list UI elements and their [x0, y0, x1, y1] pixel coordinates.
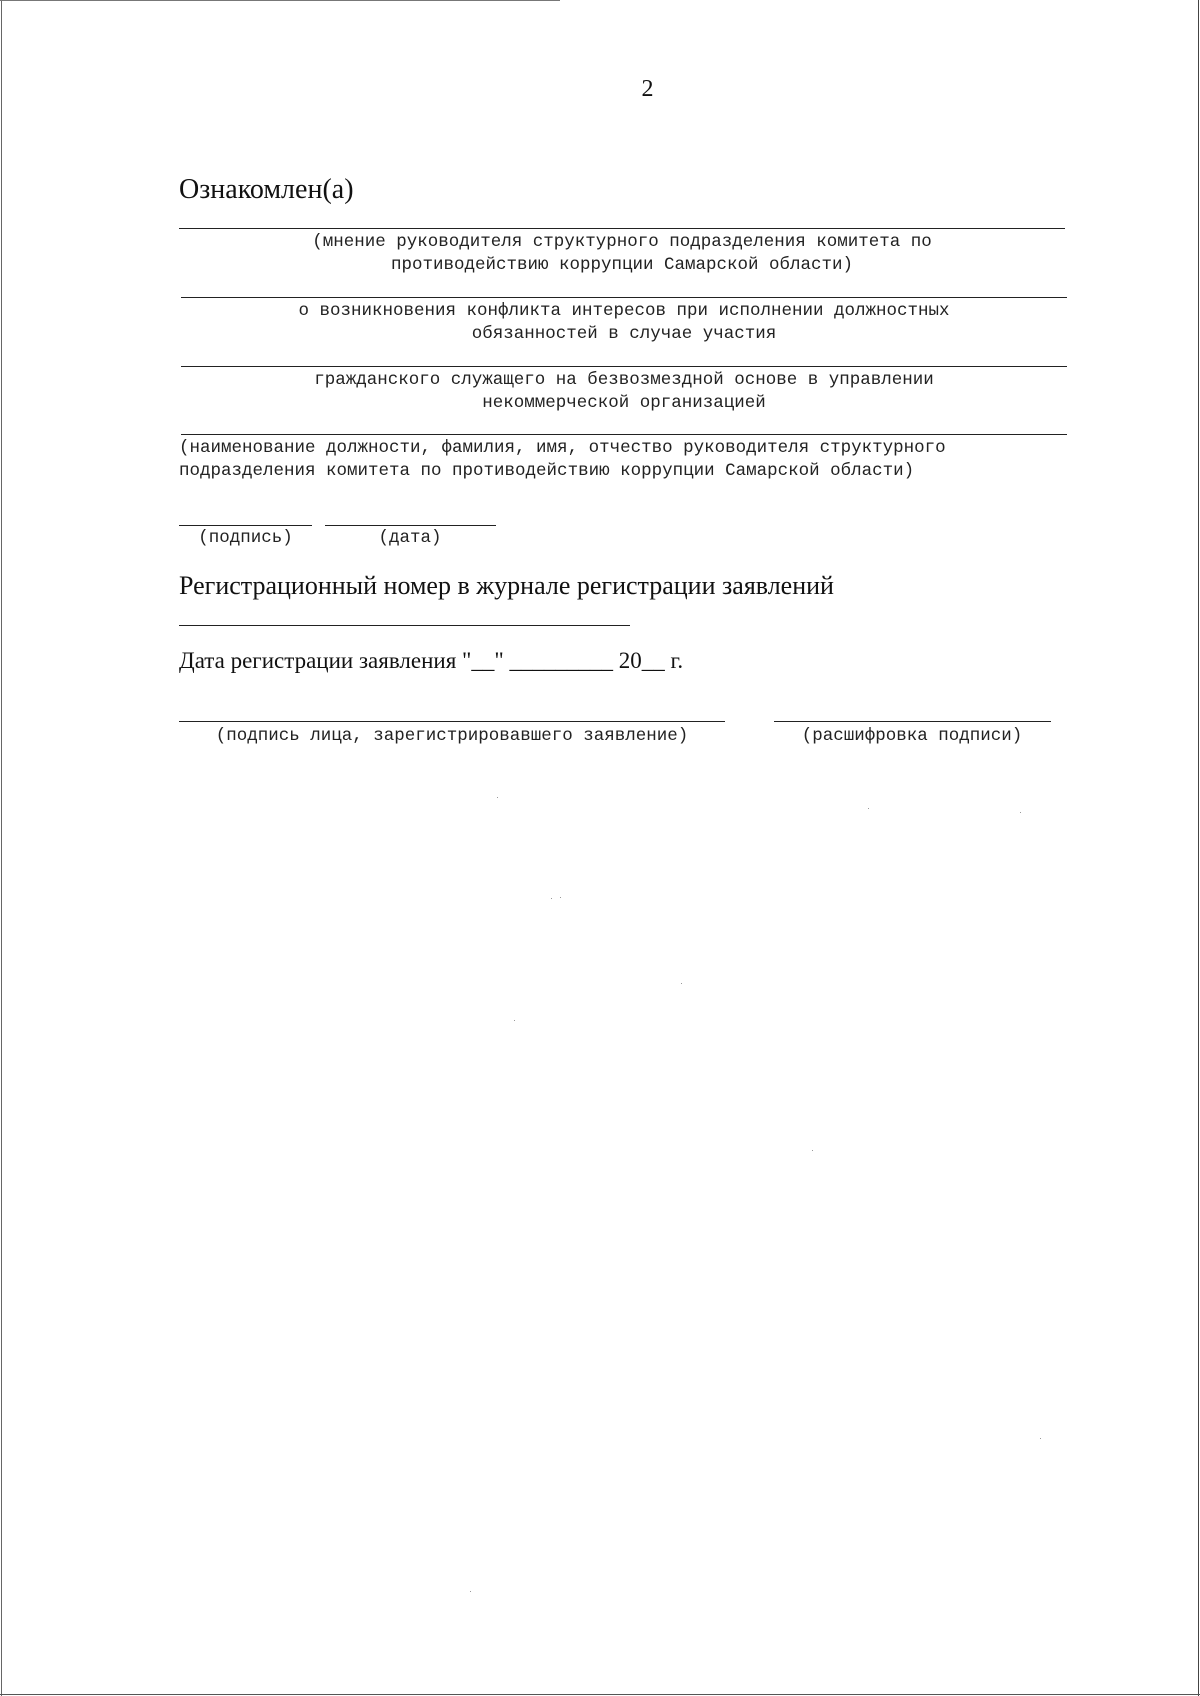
signatory-caption-line-2: подразделения комитета по противодействию коррупции Самарской области): [179, 461, 915, 481]
opinion-field-line: [179, 228, 1065, 229]
scan-speck: [1020, 812, 1021, 813]
date-label: (дата): [378, 528, 442, 548]
registrar-signature-label: (подпись лица, зарегистрировавшего заявление): [215, 726, 689, 746]
scan-speck: [868, 808, 869, 809]
scan-speck: [470, 1591, 471, 1592]
opinion-caption-line-1: (мнение руководителя структурного подразделения комитета по: [312, 232, 932, 252]
signature-decoding-label: (расшифровка подписи): [801, 726, 1023, 746]
participation-caption-line-2: некоммерческой организацией: [482, 393, 766, 413]
scan-speck: [551, 898, 552, 899]
date-field-line: [325, 525, 496, 526]
registration-number-heading: Регистрационный номер в журнале регистрации заявлений: [179, 571, 834, 600]
registrar-signature-field-line: [179, 721, 725, 722]
acquainted-label: Ознакомлен(а): [179, 174, 354, 205]
signatory-field-line: [181, 434, 1067, 435]
scan-speck: [681, 983, 682, 984]
opinion-caption-line-2: противодействию коррупции Самарской области): [390, 255, 854, 275]
scan-speck: [514, 1020, 515, 1021]
conflict-caption-line-1: о возникновения конфликта интересов при исполнении должностных: [298, 301, 950, 321]
scan-edge-left: [1, 0, 2, 1696]
scan-edge-right: [1198, 0, 1199, 1696]
scan-speck: [497, 797, 498, 798]
scan-speck: [812, 1150, 813, 1151]
signatory-caption-line-1: (наименование должности, фамилия, имя, отчество руководителя структурного: [179, 438, 946, 458]
registration-number-field-line: [179, 625, 630, 626]
scan-edge-top: [0, 0, 560, 1]
registration-date-line: Дата регистрации заявления "__" _________ 20__ г.: [179, 648, 684, 673]
scan-speck: [560, 897, 561, 898]
scan-edge-bottom: [0, 1694, 1200, 1695]
conflict-field-line: [181, 297, 1067, 298]
signature-label: (подпись): [198, 528, 293, 548]
participation-field-line: [181, 366, 1067, 367]
page-number: 2: [641, 76, 654, 102]
participation-caption-line-1: гражданского служащего на безвозмездной основе в управлении: [314, 370, 934, 390]
scan-speck: [1040, 1438, 1041, 1439]
signature-decoding-field-line: [774, 721, 1051, 722]
signature-field-line: [179, 525, 312, 526]
conflict-caption-line-2: обязанностей в случае участия: [471, 324, 777, 344]
